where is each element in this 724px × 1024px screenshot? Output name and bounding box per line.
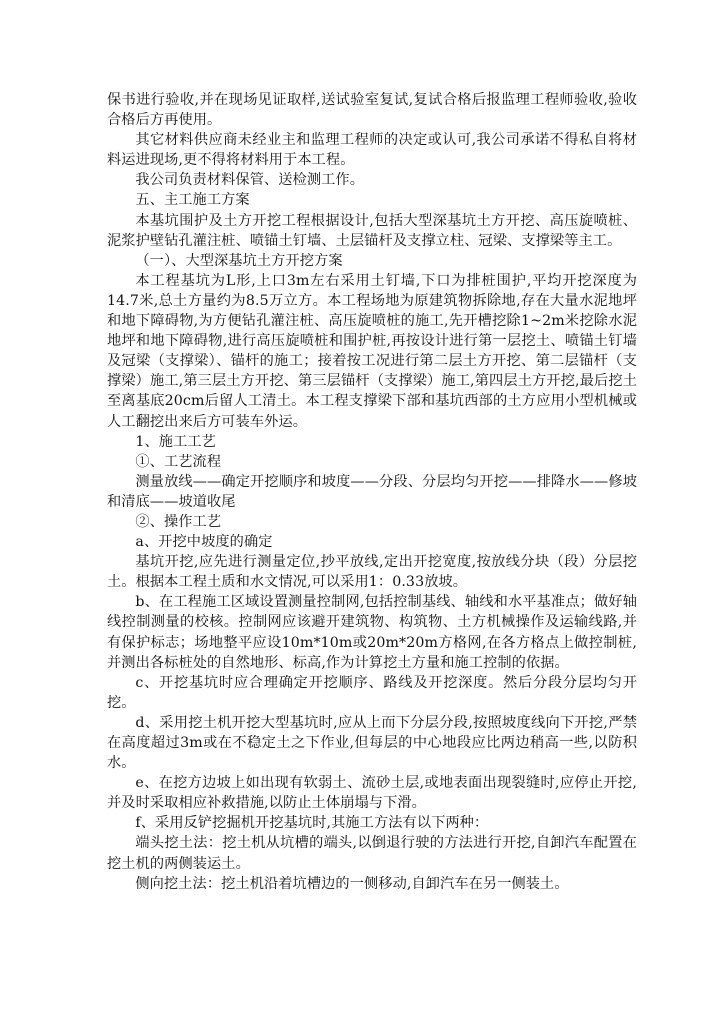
subsection-heading: （一）、大型深基坑土方开挖方案: [135, 252, 343, 269]
paragraph: 我公司负责材料保管、送检测工作。: [135, 172, 364, 189]
paragraph: 本基坑围护及土方开挖工程根据设计,包括大型深基坑土方开挖、高压旋喷桩、泥浆护壁钻孔灌注桩、喷锚土钉墙、土层锚杆及支撑立柱、冠梁、支撑梁等主工。: [107, 212, 637, 249]
paragraph: 基坑开挖,应先进行测量定位,抄平放线,定出开挖宽度,按放线分块（段）分层挖土。根据本工程土质和水文情况,可以采用1：0.33放坡。: [107, 554, 637, 591]
item-heading: ②、操作工艺: [135, 513, 222, 530]
item-heading: a、开挖中坡度的确定: [135, 534, 273, 551]
paragraph: c、开挖基坑时应合理确定开挖顺序、路线及开挖深度。然后分段分层均匀开挖。: [107, 674, 637, 711]
paragraph: 其它材料供应商未经业主和监理工程师的决定或认可,我公司承诺不得私自将材料运进现场,更不得将材料用于本工程。: [107, 132, 637, 169]
document-body: [107, 90, 637, 894]
subsection-heading: 1、施工工艺: [135, 433, 216, 450]
paragraph: 端头挖土法：挖土机从坑槽的端头,以倒退行驶的方法进行开挖,自卸汽车配置在挖土机的两侧装运土。: [107, 835, 637, 872]
paragraph: 侧向挖土法：挖土机沿着坑槽边的一侧移动,自卸汽车在另一侧装土。: [135, 875, 569, 892]
paragraph: 保书进行验收,并在现场见证取样,送试验室复试,复试合格后报监理工程师验收,验收合格后方再使用。: [107, 92, 637, 129]
paragraph: f、采用反铲挖掘机开挖基坑时,其施工方法有以下两种：: [135, 815, 489, 832]
item-heading: ①、工艺流程: [135, 453, 222, 470]
paragraph: 测量放线——确定开挖顺序和坡度——分段、分层均匀开挖——排降水——修坡和清底——坡道收尾: [107, 473, 637, 510]
paragraph: 本工程基坑为L形,上口3m左右采用土钉墙,下口为排桩围护,平均开挖深度为14.7米,总土方量约为8.5万立方。本工程场地为原建筑物拆除地,存在大量水泥地坪和地下障碍物,为方便钻孔灌注桩、高压旋喷桩的施工,先开槽挖除1~2m米挖除水泥地坪和地下障碍物,进行高压旋喷桩和围护桩,再按设计进行第一层挖土、喷锚土钉墙及冠梁（支撑梁）、锚杆的施工；接着按工况进行第二层土方开挖、第二层锚杆（支撑梁）施工,第三层土方开挖、第三层锚杆（支撑梁）施工,第四层土方开挖,最后挖土至离基底20cm后留人工清土。本工程支撑梁下部和基坑西部的土方应用小型机械或人工翻挖出来后方可装车外运。: [107, 272, 637, 430]
paragraph: b、在工程施工区域设置测量控制网,包括控制基线、轴线和水平基准点；做好轴线控制测量的校核。控制网应该避开建筑物、构筑物、土方机械操作及运输线路,并有保护标志；场地整平应设10m*10m或20m*20m方格网,在各方格点上做控制桩,并测出各标桩处的自然地形、标高,作为计算挖土方量和施工控制的依据。: [107, 594, 637, 671]
paragraph: d、采用挖土机开挖大型基坑时,应从上而下分层分段,按照坡度线向下开挖,严禁在高度超过3m或在不稳定土之下作业,但每层的中心地段应比两边稍高一些,以防积水。: [107, 714, 637, 772]
section-heading: 五、主工施工方案: [135, 192, 250, 209]
paragraph: e、在挖方边坡上如出现有软弱土、流砂土层,或地表面出现裂缝时,应停止开挖,并及时采取相应补救措施,以防止土体崩塌与下滑。: [107, 775, 637, 812]
